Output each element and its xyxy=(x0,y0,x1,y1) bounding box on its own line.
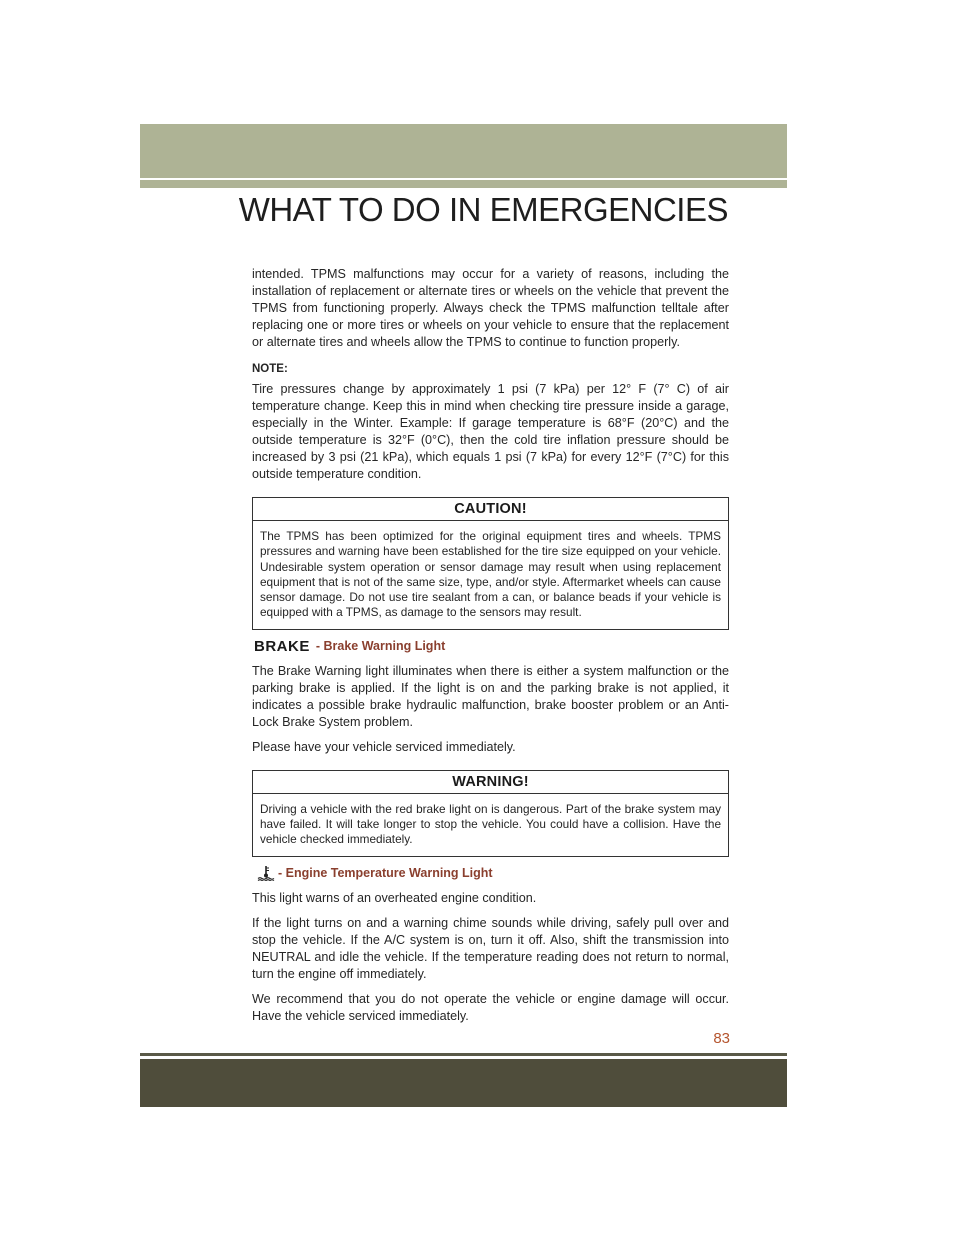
brake-paragraph-1: The Brake Warning light illuminates when there is either a system malfunction or the parking brake is applied. If the light is on and the parking brake is not applied, it indicates a possible brake hydraulic malfunction, brake booster problem or an Anti-Lock Brake System problem. xyxy=(252,663,729,729)
engine-temp-paragraph-2: If the light turns on and a warning chime sounds while driving, safely pull over and stop the vehicle. If the A/C system is on, turn it off. Also, shift the transmission into NEUTRAL and idle the vehicle. If the temperature reading does not return to normal, turn the engine off immediately. xyxy=(252,915,729,981)
footer-band xyxy=(140,1059,787,1107)
header-stripe xyxy=(140,180,787,188)
page-number: 83 xyxy=(713,1030,730,1047)
header-band xyxy=(140,124,787,178)
note-paragraph: Tire pressures change by approximately 1 psi (7 kPa) per 12° F (7° C) of air temperature change. Keep this in mind when checking tire pressure inside a garage, especially in the Winter. Example: If garage temperature is 68°F (20°C) and the outside temperature is 32°F (0°C), then the cold tire inflation pressure should be increased by 3 psi (21 kPa), which equals 1 psi (7 kPa) for every 12°F (7°C) for this outside temperature condition. xyxy=(252,382,729,481)
warning-text: Driving a vehicle with the red brake light on is dangerous. Part of the brake system may have failed. It will take longer to stop the vehicle. You could have a collision. Have the vehicle checked immediately. xyxy=(260,801,721,847)
caution-text: The TPMS has been optimized for the original equipment tires and wheels. TPMS pressures and warning have been established for the tire size equipped on your vehicle. Undesirable system operation or sensor damage may result when using replacement equipment that is not of the same size, type, and/or style. Aftermarket wheels can cause sensor damage. Do not use tire sealant from a can, or balance beads if your vehicle is equipped with a TPMS, as damage to the sensors may result. xyxy=(260,529,721,620)
engine-temp-heading-text: - Engine Temperature Warning Light xyxy=(278,865,493,880)
engine-temp-paragraph-1: This light warns of an overheated engine condition. xyxy=(252,890,537,905)
engine-temp-heading xyxy=(252,865,729,882)
brake-warning-heading-text: - Brake Warning Light xyxy=(315,638,446,653)
brake-warning-heading xyxy=(252,638,729,655)
warning-box xyxy=(252,770,729,857)
brake-paragraph-2: Please have your vehicle serviced immediately. xyxy=(252,739,516,754)
note-label: NOTE: xyxy=(252,363,288,375)
engine-temp-paragraph-3: We recommend that you do not operate the vehicle or engine damage will occur. Have the vehicle serviced immediately. xyxy=(252,991,729,1023)
brake-badge: BRAKE xyxy=(254,637,310,655)
section-title: WHAT TO DO IN EMERGENCIES xyxy=(238,191,728,228)
page-content xyxy=(252,266,729,1033)
intro-paragraph: intended. TPMS malfunctions may occur for a variety of reasons, including the installation of replacement or alternate tires or wheels on the vehicle that prevent the TPMS from functioning properly. Always check the TPMS malfunction telltale after replacing one or more tires or wheels on your vehicle to ensure that the replacement or alternate tires and wheels allow the TPMS to continue to function properly. xyxy=(252,267,729,349)
footer-line xyxy=(140,1053,787,1056)
warning-title: WARNING! xyxy=(253,771,728,794)
caution-title: CAUTION! xyxy=(253,498,728,521)
caution-box xyxy=(252,497,729,630)
engine-temperature-icon xyxy=(256,865,276,881)
